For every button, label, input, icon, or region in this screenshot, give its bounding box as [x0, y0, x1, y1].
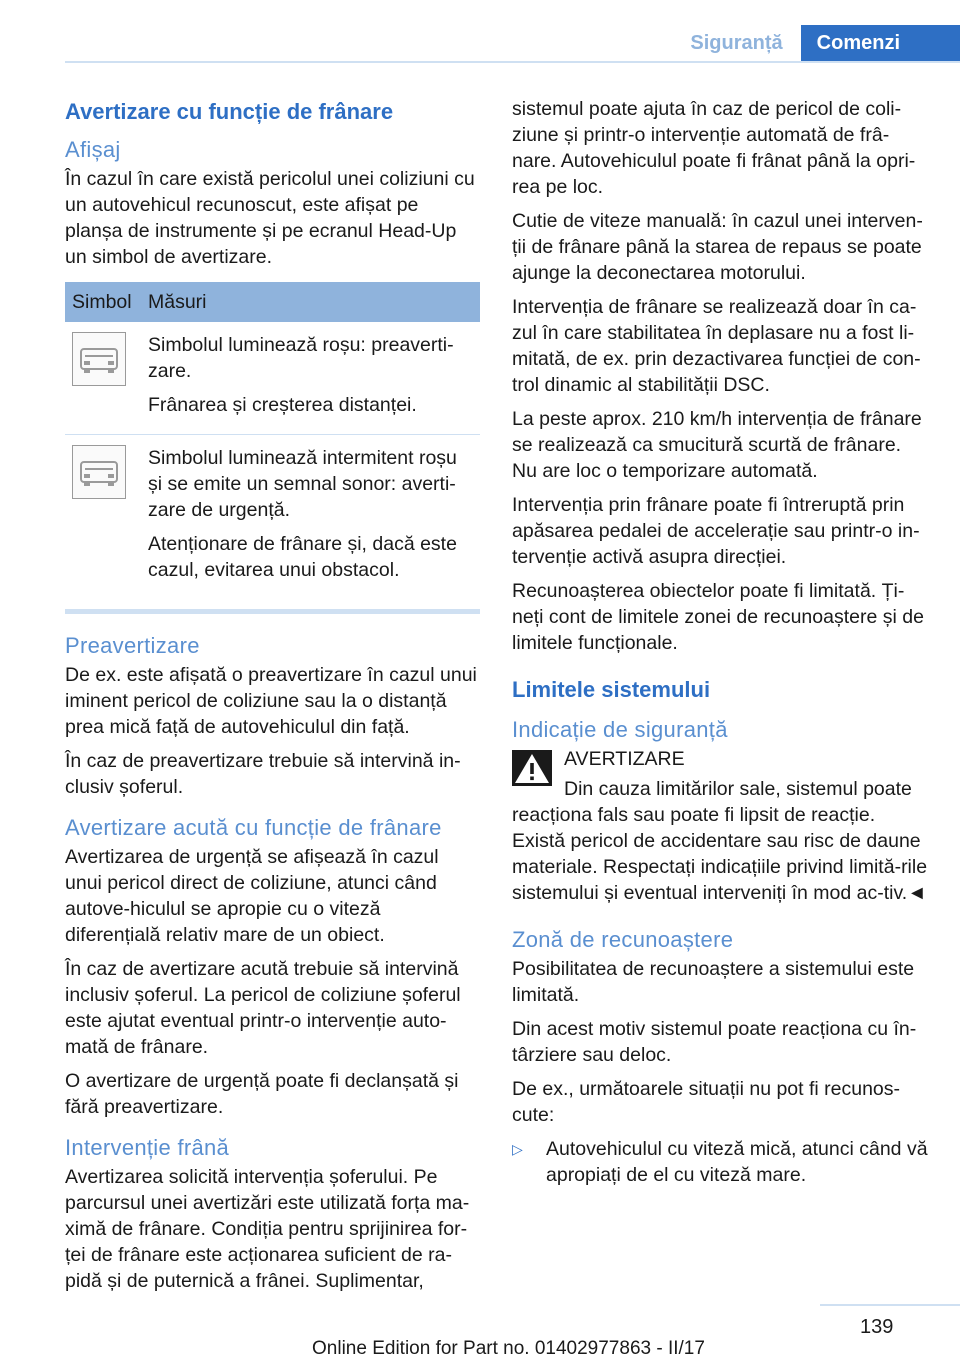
- right-p4: La peste aprox. 210 km/h intervenția de frânare se realizează ca smucitură scurtă de frânare. Nu are loc o temporizare automată.: [512, 408, 922, 482]
- limite-title: Limitele sistemului: [512, 677, 711, 702]
- zona-p3: De ex., următoarele situații nu pot fi recunos-cute:: [512, 1078, 901, 1126]
- row1-line1: Simbolul luminează roșu: preaverti-zare.: [148, 334, 454, 382]
- right-p1: sistemul poate ajuta în caz de pericol de coli-ziune și printr-o intervenție automată de frâ-nare. Autovehiculul poate fi frânat până la opri-rea pe loc.: [512, 98, 916, 198]
- heading-preavertizare: Preavertizare: [65, 633, 200, 658]
- car-warning-icon: [72, 332, 126, 386]
- row2-line1: Simbolul luminează intermitent roșu și se emite un semnal sonor: averti-zare de urgență.: [148, 447, 457, 521]
- heading-afisaj: Afișaj: [65, 137, 121, 162]
- table-row: [65, 435, 480, 600]
- left-column: [65, 98, 480, 1302]
- list-item: [512, 1136, 928, 1188]
- table-header-simbol: Simbol: [65, 282, 141, 322]
- car-warning-icon: [72, 445, 126, 499]
- zona-p1: Posibilitatea de recunoaștere a sistemului este limitată.: [512, 958, 915, 1006]
- table-end-rule: [65, 609, 480, 614]
- acuta-p3: O avertizare de urgență poate fi declanșată și fără preavertizare.: [65, 1070, 459, 1118]
- heading-indicatie: Indicație de siguranță: [512, 717, 728, 742]
- acuta-p1: Avertizarea de urgență se afișează în cazul unui pericol direct de coliziune, atunci când autove-hiculul se apropie cu o viteză diferențială relativ mare de un obiect.: [65, 846, 439, 946]
- zona-p2: Din acest motiv sistemul poate reacționa cu în-târziere sau deloc.: [512, 1018, 917, 1066]
- table-row: [65, 322, 480, 435]
- section-title: Avertizare cu funcție de frânare: [65, 99, 394, 124]
- row1-line2: Frânarea și creșterea distanței.: [148, 394, 417, 416]
- right-p2: Cutie de viteze manuală: în cazul unei interven-ții de frânare până la starea de repaus se poate ajunge la deconectarea motorului.: [512, 210, 923, 284]
- right-p3: Intervenția de frânare se realizează doar în ca-zul în care stabilitatea în deplasare nu a fost li-mitată, de ex. prin dezactivarea funcției de con-trol dinamic al stabilității DSC.: [512, 296, 921, 396]
- warning-block: [512, 746, 928, 906]
- warning-title: AVERTIZARE: [564, 748, 685, 770]
- preavertizare-p2: În caz de preavertizare trebuie să intervină in-clusiv șoferul.: [65, 750, 461, 798]
- afisaj-text: În cazul în care există pericolul unei coliziuni cu un autovehicul recunoscut, este afișat pe planșa de instrumente și pe ecranul Head-Up un simbol de avertizare.: [65, 168, 475, 268]
- table-header-masuri: Măsuri: [141, 282, 480, 322]
- heading-interventie: Intervenție frână: [65, 1135, 230, 1160]
- tab-comenzi[interactable]: Comenzi: [801, 25, 960, 62]
- page-number: 139: [860, 1316, 894, 1338]
- right-column: [512, 96, 928, 1188]
- interventie-p1: Avertizarea solicită intervenția șoferului. Pe parcursul unei avertizări este utilizată forța ma-ximă de frânare. Condiția pentru sprijinirea for-ței de frânare este acționarea suficient de ra-pidă și de puternică a frânei. Suplimentar,: [65, 1166, 470, 1292]
- right-p5: Intervenția prin frânare poate fi întreruptă prin apăsarea pedalei de accelerație sau printr-o in-tervenție activă asupra direcției.: [512, 494, 920, 568]
- warning-triangle-icon: [512, 750, 552, 786]
- acuta-p2: În caz de avertizare acută trebuie să intervină inclusiv șoferul. La pericol de coliziune șoferul este ajutat eventual printr-o intervenție auto-mată de frânare.: [65, 958, 461, 1058]
- right-p6: Recunoașterea obiectelor poate fi limitată. Ți-neți cont de limitele zonei de recunoaștere și de limitele funcționale.: [512, 580, 924, 654]
- row2-line2: Atenționare de frânare și, dacă este cazul, evitarea unui obstacol.: [148, 533, 457, 581]
- header-rule: [65, 61, 960, 63]
- tab-siguranta[interactable]: Siguranță: [690, 32, 783, 54]
- preavertizare-p1: De ex. este afișată o preavertizare în cazul unui iminent pericol de coliziune sau la o distanță prea mică față de autovehiculul din față.: [65, 664, 477, 738]
- footer-rule: [820, 1304, 960, 1306]
- footer-edition: Online Edition for Part no. 01402977863 - II/17: [312, 1338, 705, 1359]
- heading-acuta: Avertizare acută cu funcție de frânare: [65, 815, 442, 840]
- warning-text: Din cauza limitărilor sale, sistemul poate reacționa fals sau poate fi lipsit de reacție. Există pericol de accidentare sau risc de daune materiale. Respectați indicațiile privind limită-rile sistemului și eventual interveniți în mod ac-tiv.◄: [512, 778, 928, 904]
- header-tabs: [666, 25, 960, 62]
- heading-zona: Zonă de recunoaștere: [512, 927, 734, 952]
- symbol-table: [65, 282, 480, 599]
- triangle-bullet-icon: ▷: [512, 1141, 523, 1157]
- bullet-text: Autovehiculul cu viteză mică, atunci când vă apropiați de el cu viteză mare.: [546, 1138, 928, 1186]
